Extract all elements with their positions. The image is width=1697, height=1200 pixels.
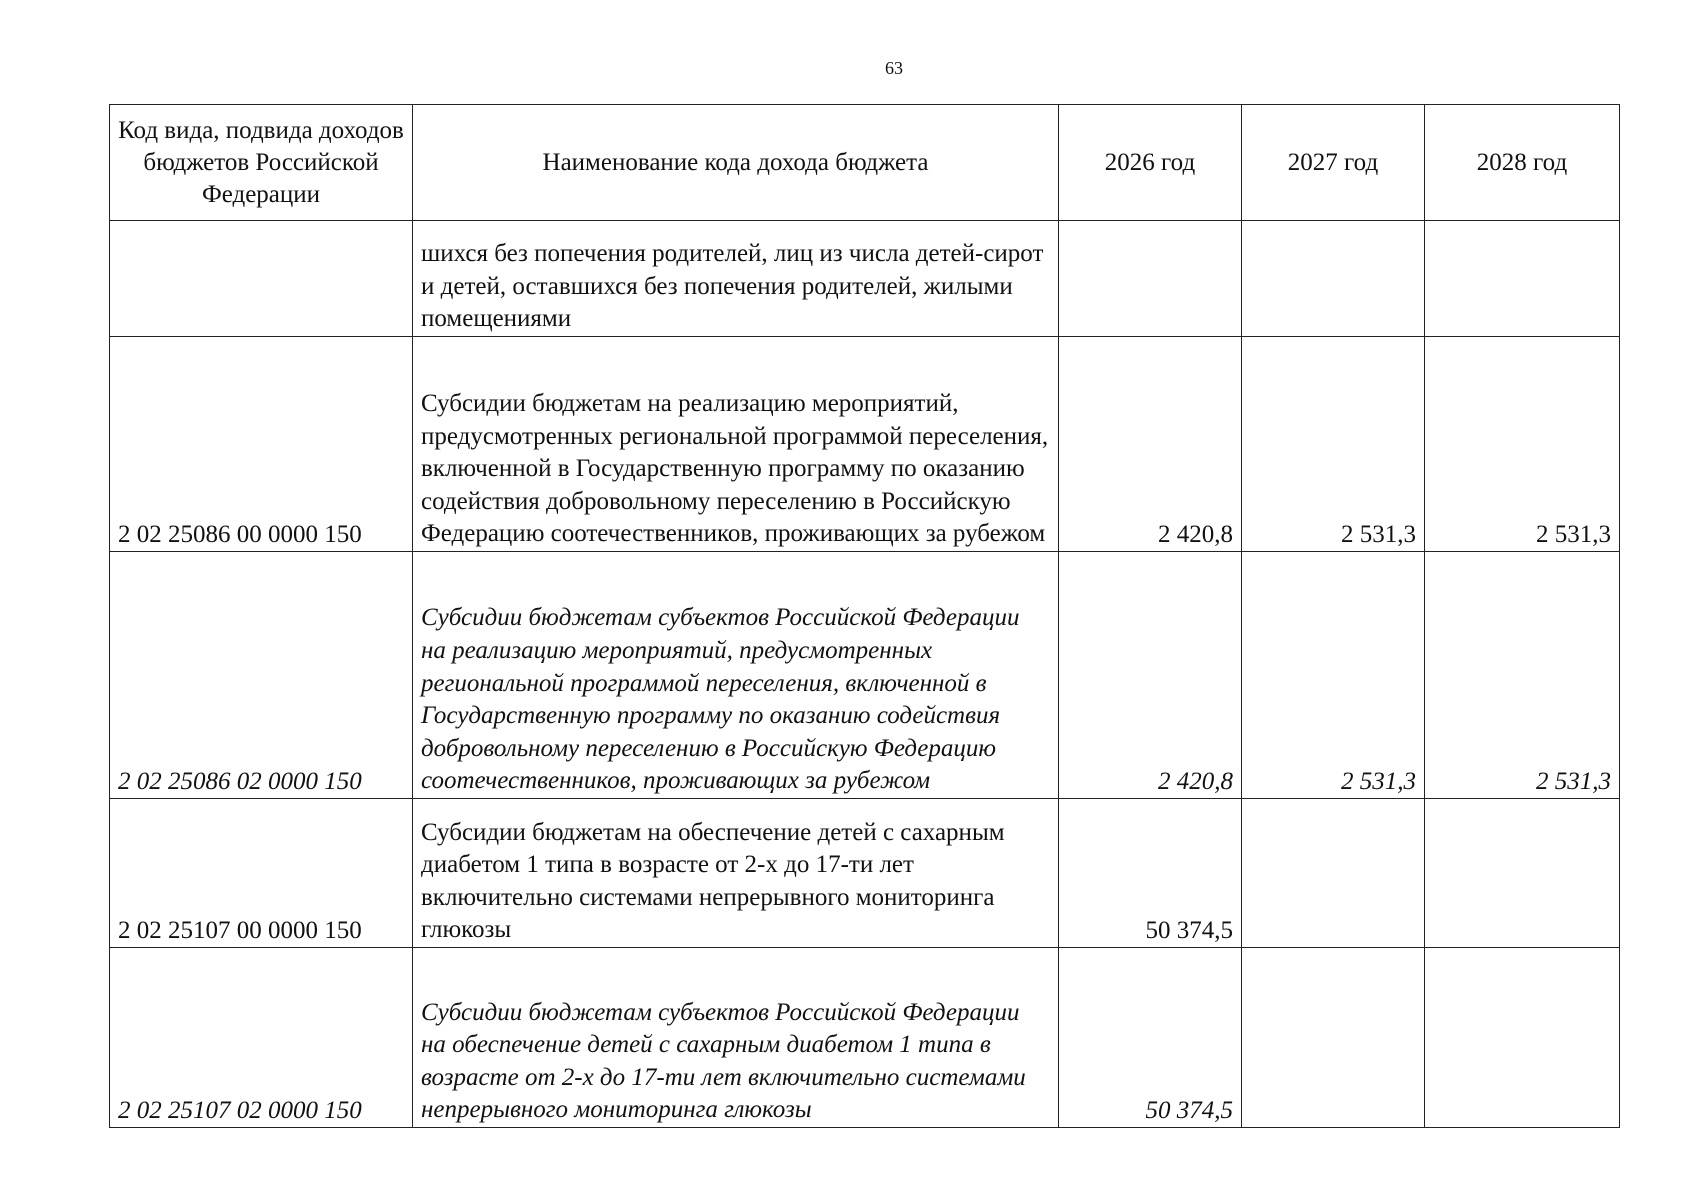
- header-name: Наименование кода дохода бюджета: [413, 105, 1059, 221]
- table-header: [110, 105, 1620, 221]
- value-2027-cell: 2 531,3: [1242, 552, 1425, 799]
- income-code-cell: [110, 221, 413, 337]
- value-2028-cell: [1425, 948, 1620, 1128]
- value-2028-cell: [1425, 799, 1620, 948]
- income-name-cell: шихся без попечения родителей, лиц из числа детей-сирот и детей, оставшихся без попечения родителей, жилыми помещениями: [413, 221, 1059, 337]
- income-code-cell: 2 02 25107 02 0000 150: [110, 948, 413, 1128]
- value-2026-cell: [1059, 221, 1242, 337]
- value-2028-cell: 2 531,3: [1425, 552, 1620, 799]
- value-2027-cell: 2 531,3: [1242, 337, 1425, 552]
- page-number: 63: [885, 58, 903, 78]
- value-2026-cell: 50 374,5: [1059, 799, 1242, 948]
- value-2026-cell: 50 374,5: [1059, 948, 1242, 1128]
- header-2026: 2026 год: [1059, 105, 1242, 221]
- table-row: [110, 552, 1620, 799]
- table-row: [110, 799, 1620, 948]
- value-2027-cell: [1242, 221, 1425, 337]
- income-code-cell: 2 02 25086 00 0000 150: [110, 337, 413, 552]
- table-row: [110, 337, 1620, 552]
- header-2028: 2028 год: [1425, 105, 1620, 221]
- value-2027-cell: [1242, 799, 1425, 948]
- header-code: Код вида, подвида доходов бюджетов Российской Федерации: [110, 105, 413, 221]
- table-body: [110, 221, 1620, 1128]
- header-2027: 2027 год: [1242, 105, 1425, 221]
- income-name-cell: Субсидии бюджетам на обеспечение детей с сахарным диабетом 1 типа в возрасте от 2-х до 17-ти лет включительно системами непрерывного мониторинга глюкозы: [413, 799, 1059, 948]
- table-row: [110, 948, 1620, 1128]
- income-code-cell: 2 02 25107 00 0000 150: [110, 799, 413, 948]
- value-2028-cell: [1425, 221, 1620, 337]
- income-code-cell: 2 02 25086 02 0000 150: [110, 552, 413, 799]
- income-name-cell: Субсидии бюджетам субъектов Российской Федерации на обеспечение детей с сахарным диабетом 1 типа в возрасте от 2-х до 17-ти лет включительно системами непрерывного мониторинга глюкозы: [413, 948, 1059, 1128]
- table-row: [110, 221, 1620, 337]
- value-2027-cell: [1242, 948, 1425, 1128]
- value-2026-cell: 2 420,8: [1059, 552, 1242, 799]
- income-name-cell: Субсидии бюджетам на реализацию мероприятий, предусмотренных региональной программой переселения, включенной в Государственную программу по оказанию содействия добровольному переселению в Российскую Федерацию соотечественников, проживающих за рубежом: [413, 337, 1059, 552]
- income-name-cell: Субсидии бюджетам субъектов Российской Федерации на реализацию мероприятий, предусмотренных региональной программой переселения, включенной в Государственную программу по оказанию содействия добровольному переселению в Российскую Федерацию соотечественников, проживающих за рубежом: [413, 552, 1059, 799]
- value-2026-cell: 2 420,8: [1059, 337, 1242, 552]
- header-row: [110, 105, 1620, 221]
- budget-income-table: [109, 104, 1620, 1128]
- value-2028-cell: 2 531,3: [1425, 337, 1620, 552]
